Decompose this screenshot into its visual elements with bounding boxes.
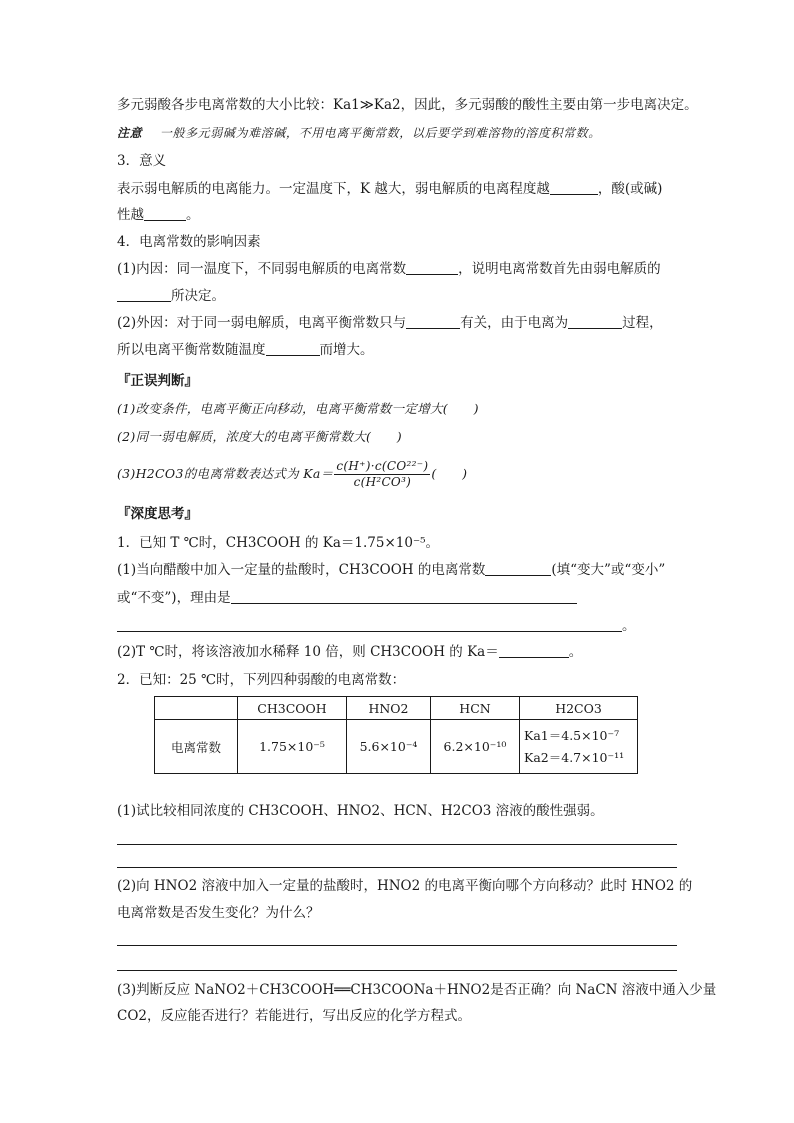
answer-blank[interactable]	[406, 260, 458, 275]
answer-blank[interactable]	[485, 561, 551, 576]
judge-item-1: (1)改变条件，电离平衡正向移动，电离平衡常数一定增大( )	[117, 401, 479, 416]
ionization-constant-table	[154, 696, 638, 774]
answer-line[interactable]	[117, 970, 677, 971]
section-3-heading: 3．意义	[117, 153, 167, 169]
question-1-1-line-2: 或“不变”)，理由是	[117, 589, 577, 607]
judge-item-3: (3)H2CO3的电离常数表达式为 Ka＝ $\frac{\text{c(H⁺)·c(CO²²⁻)}}{\text{c(H²CO³)}}$ ( )	[117, 459, 468, 489]
answer-blank[interactable]	[144, 206, 186, 221]
table-cell: 6.2×10⁻¹⁰	[431, 720, 520, 774]
answer-blank[interactable]	[231, 589, 577, 604]
section-4-outer-line-1: (2)外因：对于同一弱电解质，电离平衡常数只与 有关，由于电离为 过程，	[117, 315, 663, 331]
section-3-line-2: 性越 。	[117, 207, 200, 223]
answer-blank[interactable]	[568, 314, 622, 329]
answer-blank[interactable]	[406, 314, 460, 329]
intro-paragraph: 多元弱酸各步电离常数的大小比较：Ka1≫Ka2，因此，多元弱酸的酸性主要由第一步电离决定。	[117, 97, 698, 113]
section-4-inner-line-2: 所决定。	[117, 287, 225, 305]
table-cell: 5.6×10⁻⁴	[347, 720, 431, 774]
answer-line[interactable]	[117, 844, 677, 845]
table-header-cell	[155, 697, 238, 720]
answer-line[interactable]	[117, 867, 677, 868]
judge-item-2: (2)同一弱电解质，浓度大的电离平衡常数大( )	[117, 429, 402, 444]
section-4-heading: 4．电离常数的影响因素	[117, 234, 261, 250]
table-header-cell: HNO2	[347, 697, 431, 720]
table-row	[155, 720, 638, 774]
answer-blank[interactable]	[117, 287, 171, 302]
answer-blank[interactable]	[499, 643, 569, 658]
question-1-1-line-1: (1)当向醋酸中加入一定量的盐酸时，CH3COOH 的电离常数 (填“变大”或“变小”	[117, 562, 666, 578]
table-header-cell: HCN	[431, 697, 520, 720]
answer-blank[interactable]	[117, 617, 622, 632]
answer-blank[interactable]	[550, 180, 598, 195]
answer-blank[interactable]	[266, 341, 320, 356]
question-1-stem: 1．已知 T ℃时，CH3COOH 的 Ka＝1.75×10⁻⁵。	[117, 535, 440, 551]
section-4-outer-line-2: 所以电离平衡常数随温度 而增大。	[117, 342, 374, 358]
section-4-inner-line-1: (1)内因：同一温度下，不同弱电解质的电离常数 ，说明电离常数首先由弱电解质的	[117, 261, 661, 277]
judge-heading: 『正误判断』	[117, 373, 198, 389]
question-2-stem: 2．已知：25 ℃时，下列四种弱酸的电离常数：	[117, 672, 406, 688]
ka-fraction: $\frac{\text{c(H⁺)·c(CO²²⁻)}}{\text{c(H²CO³)}}$	[336, 459, 429, 489]
question-2-2-line-2: 电离常数是否发生变化？为什么？	[117, 905, 320, 921]
table-row-label: 电离常数	[155, 720, 238, 774]
table-header-cell: CH3COOH	[238, 697, 347, 720]
question-2-3-line-1: (3)判断反应 NaNO2＋CH3COOH══CH3COONa＋HNO2是否正确？向 NaCN 溶液中通入少量	[117, 982, 717, 998]
table-header-row	[155, 697, 638, 720]
question-2-1: (1)试比较相同浓度的 CH3COOH、HNO2、HCN、H2CO3 溶液的酸性强弱。	[117, 803, 604, 819]
answer-line[interactable]	[117, 945, 677, 946]
table-header-cell: H2CO3	[520, 697, 638, 720]
note-label: 注意	[117, 126, 143, 140]
question-2-3-line-2: CO2，反应能否进行？若能进行，写出反应的化学方程式。	[117, 1008, 471, 1024]
note-text: 一般多元弱碱为难溶碱，不用电离平衡常数，以后要学到难溶物的溶度积常数。	[159, 126, 601, 140]
think-heading: 『深度思考』	[117, 506, 198, 522]
section-3-line-1: 表示弱电解质的电离能力。一定温度下，K 越大，弱电解质的电离程度越 ，酸(或碱)	[117, 181, 663, 197]
question-2-2-line-1: (2)向 HNO2 溶液中加入一定量的盐酸时，HNO2 的电离平衡向哪个方向移动？此时 HNO2 的	[117, 878, 693, 894]
note-line	[117, 124, 601, 142]
table-cell: 1.75×10⁻⁵	[238, 720, 347, 774]
question-1-1-line-3: 。	[117, 617, 636, 635]
table-cell-h2co3: Ka1＝4.5×10⁻⁷ Ka2＝4.7×10⁻¹¹	[520, 720, 638, 774]
question-1-2: (2)T ℃时，将该溶液加水稀释 10 倍，则 CH3COOH 的 Ka＝ 。	[117, 644, 583, 660]
